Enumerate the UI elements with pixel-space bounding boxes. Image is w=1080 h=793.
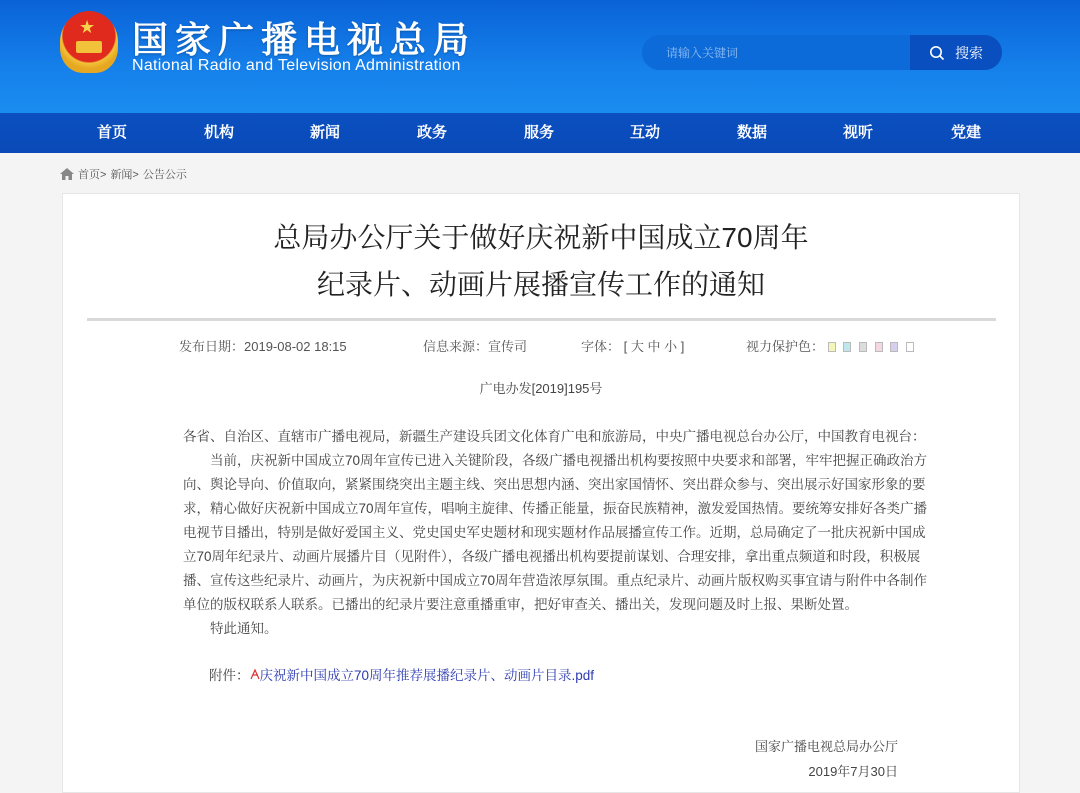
paragraph-line: 当前，庆祝新中国成立70周年宣传已进入关键阶段，各级广播电视播出机构要按照中央要求和部署，牢牢把握正确政治方 (210, 453, 928, 468)
pdf-icon (250, 668, 260, 680)
search-bar (642, 35, 1002, 70)
font-size-label: 字体： (581, 339, 621, 354)
document-number: 广电办发[2019]195号 (479, 381, 603, 396)
closing: 特此通知。 (210, 621, 278, 636)
site-name-cn: 国家广播电视总局 (132, 19, 477, 60)
paragraph-line: 电视节目播出，特别是做好爱国主义、党史国史军史题材和现实题材作品展播宣传工作。近期，总局确定了一批庆祝新中国成 (183, 525, 926, 540)
search-input[interactable] (642, 35, 910, 70)
info-source: 信息来源：宣传司 (423, 339, 528, 354)
signature-org: 国家广播电视总局办公厅 (754, 739, 898, 754)
search-icon (929, 45, 945, 61)
font-size-large[interactable]: [ 大 (623, 339, 644, 354)
paragraph-line: 求，精心做好庆祝新中国成立70周年宣传，唱响主旋律、传播正能量，振奋民族精神，激发爱国热情。要统筹安排好各类广播 (183, 501, 928, 516)
eye-care-swatch-purple[interactable] (890, 342, 898, 352)
attachment-link[interactable]: 庆祝新中国成立70周年推荐展播纪录片、动画片目录.pdf (259, 668, 595, 683)
title-divider (87, 318, 996, 321)
breadcrumb-news[interactable]: 新闻> (110, 169, 139, 181)
breadcrumb-home[interactable]: 首页> (78, 169, 107, 181)
font-size-control (581, 336, 684, 355)
paragraph-line: 单位的版权联系人联系。已播出的纪录片要注意重播重审，把好审查关、播出关，发现问题及时上报、果断处置。 (183, 597, 858, 612)
nav-home[interactable]: 首页 (96, 124, 127, 141)
paragraph-line: 播、宣传这些纪录片、动画片，为庆祝新中国成立70周年营造浓厚氛围。重点纪录片、动画片版权购买事宜请与附件中各制作 (183, 573, 928, 588)
nav-institutions[interactable]: 机构 (203, 124, 234, 141)
breadcrumb (60, 166, 187, 182)
nav-services[interactable]: 服务 (523, 124, 554, 141)
attachment-label: 附件： (209, 668, 250, 683)
attachment (209, 666, 594, 686)
search-button[interactable] (910, 35, 1002, 70)
paragraph-line: 立70周年纪录片、动画片展播片目（见附件），各级广播电视播出机构要提前谋划、合理安排，拿出重点频道和时段，积极展 (183, 549, 921, 564)
signature (755, 734, 898, 784)
nav-audiovisual[interactable]: 视听 (842, 124, 873, 141)
font-size-small[interactable]: 小 ] (664, 339, 685, 354)
eye-care-swatch-pink[interactable] (875, 342, 883, 352)
site-header (0, 0, 1080, 113)
signature-date: 2019年7月30日 (808, 764, 898, 779)
nav-data[interactable]: 数据 (736, 124, 767, 141)
publish-date: 发布日期：2019-08-02 18:15 (179, 339, 347, 354)
eye-care-swatch-cyan[interactable] (843, 342, 851, 352)
nav-government-affairs[interactable]: 政务 (416, 124, 447, 141)
national-emblem-logo[interactable]: ★ (60, 11, 118, 73)
paragraph-line: 向、舆论导向、价值取向，紧紧围绕突出主题主线、突出思想内涵、突出家国情怀、突出群众参与、突出展示好国家形象的要 (183, 477, 926, 492)
eye-care-swatch-gray[interactable] (859, 342, 867, 352)
site-name-en: National Radio and Television Administration (132, 57, 461, 74)
title-line: 总局办公厅关于做好庆祝新中国成立70周年 (273, 222, 809, 253)
nav-news[interactable]: 新闻 (309, 124, 340, 141)
nav-interaction[interactable]: 互动 (629, 124, 660, 141)
font-size-medium[interactable]: 中 (647, 339, 661, 354)
search-button-label: 搜索 (955, 44, 983, 61)
article-title (63, 214, 1019, 308)
recipients: 各省、自治区、直辖市广播电视局，新疆生产建设兵团文化体育广电和旅游局，中央广播电视总台办公厅，中国教育电视台： (183, 429, 926, 444)
breadcrumb-announcements[interactable]: 公告公示 (142, 169, 187, 181)
eye-care-color-control (746, 336, 918, 355)
title-line: 纪录片、动画片展播宣传工作的通知 (316, 269, 765, 300)
eye-care-swatch-white[interactable] (906, 342, 914, 352)
article-body (183, 425, 928, 641)
article-container (62, 193, 1020, 793)
home-icon (60, 168, 74, 180)
eye-care-label: 视力保护色： (746, 339, 825, 354)
eye-care-swatch-yellow[interactable] (828, 342, 836, 352)
nav-party-building[interactable]: 党建 (950, 124, 981, 141)
main-nav (0, 113, 1080, 153)
